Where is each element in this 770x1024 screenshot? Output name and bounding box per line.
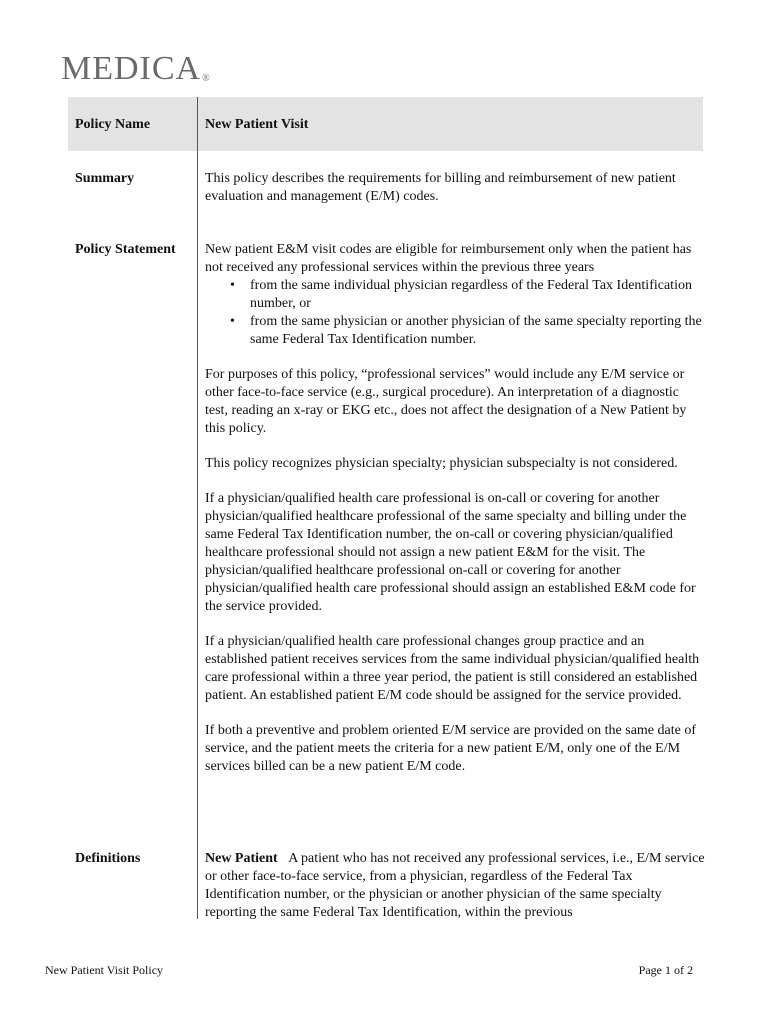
summary-paragraph: This policy describes the requirements for billing and reimbursement of new patient evaluation and management (E/M) codes.: [205, 171, 676, 204]
policy-statement-bullets: [205, 277, 705, 349]
footer-page-number: Page 1 of 2: [638, 963, 693, 977]
policy-statement-intro: New patient E&M visit codes are eligible for reimbursement only when the patient has not received any professional services within the previous three years: [205, 242, 692, 275]
statement-paragraph: For purposes of this policy, “professional services” would include any E/M service or other face-to-face service (e.g., surgical procedure). An interpretation of a diagnostic test, reading an x-ray or EKG etc., does not affect the designation of a New Patient by this policy.: [205, 367, 687, 436]
policy-statement-label: Policy Statement: [75, 242, 176, 257]
definition-text: A patient who has not received any professional services, i.e., E/M service or other face-to-face service, from a physician, regardless of the Federal Tax Identification number, or the physician or another physician of the same specialty reporting the same Federal Tax Identification, within the previous: [205, 851, 705, 920]
bullet-dot: •: [230, 314, 235, 329]
summary-label: Summary: [75, 171, 135, 186]
policy-statement-body: [205, 241, 705, 776]
column-divider: [197, 97, 198, 919]
definitions-body: [205, 850, 705, 922]
bullet-item: [205, 277, 705, 313]
statement-paragraph: If a physician/qualified health care professional is on-call or covering for another physician/qualified healthcare professional of the same specialty and billing under the same Federal Tax Identification number, the on-call or covering physician/qualified healthcare professional should not assign a new patient E&M for the visit. The physician/qualified healthcare professional on-call or covering for another physician/qualified health care professional should assign an established E&M code for the service provided.: [205, 491, 696, 614]
bullet-dot: •: [230, 278, 235, 293]
statement-paragraph: If both a preventive and problem oriented E/M service are provided on the same date of service, and the patient meets the criteria for a new patient E/M, only one of the E/M services billed can be a new patient E/M code.: [205, 723, 696, 774]
medica-logo: [61, 52, 210, 86]
bullet-item: [205, 313, 705, 349]
policy-name-label: Policy Name: [75, 117, 151, 132]
definitions-label: Definitions: [75, 851, 141, 866]
statement-paragraph: This policy recognizes physician specialty; physician subspecialty is not considered.: [205, 456, 678, 471]
policy-name-value: New Patient Visit: [205, 117, 309, 132]
footer-policy-title: New Patient Visit Policy: [45, 963, 164, 977]
logo-text: MEDICA: [61, 50, 202, 87]
definition-term: New Patient: [205, 851, 278, 866]
bullet-text: from the same individual physician regardless of the Federal Tax Identification number, or: [250, 278, 692, 311]
bullet-text: from the same physician or another physician of the same specialty reporting the same Federal Tax Identification number.: [250, 314, 702, 347]
definition-new-patient: [205, 850, 705, 922]
statement-paragraph: If a physician/qualified health care professional changes group practice and an established patient receives services from the same individual physician/qualified health care professional within a three year period, the patient is still considered an established patient. An established patient E/M code should be assigned for the service provided.: [205, 634, 700, 703]
summary-text: [205, 170, 705, 206]
registered-mark: ®: [202, 73, 210, 84]
